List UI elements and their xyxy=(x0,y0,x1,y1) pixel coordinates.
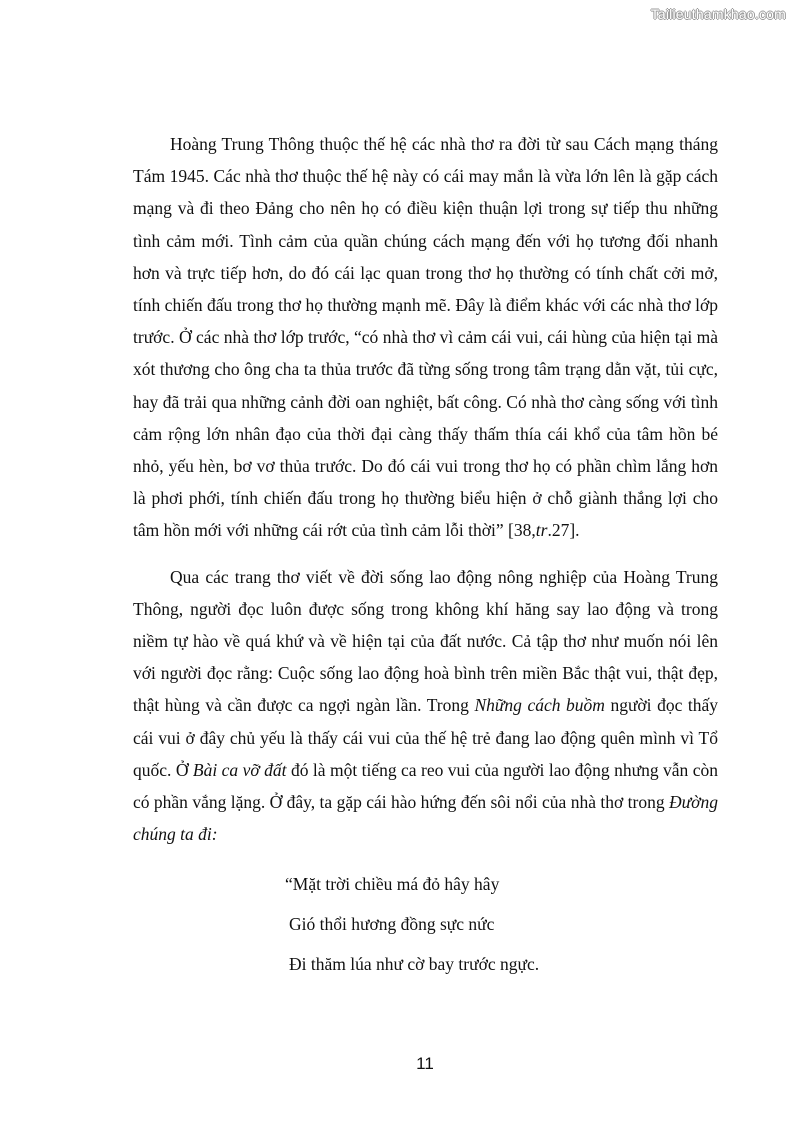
title-nhung-cach-buom: Những cách buồm xyxy=(474,695,605,716)
paragraph-2-text-a: Qua các trang thơ viết về đời sống lao động nông nghiệp của Hoàng Trung Thông, người đọc luôn được sống trong không khí hăng say lao động và trong niềm tự hào về quá khứ và về hiện tại của đất nước. Cả tập thơ như muốn nói lên với người đọc rằng: Cuộc sống lao động hoà bình trên miền Bắc thật vui, thật đẹp, thật hùng và cần được ca ngợi ngàn lần. Trong xyxy=(133,566,718,716)
paragraph-1-text: Hoàng Trung Thông thuộc thế hệ các nhà thơ ra đời từ sau Cách mạng tháng Tám 1945. Các nhà thơ thuộc thế hệ này có cái may mắn là vừa lớn lên là gặp cách mạng và đi theo Đảng cho nên họ có điều kiện thuận lợi trong sự tiếp thu những tình cảm mới. Tình cảm của quần chúng cách mạng đến với họ tương đối nhanh hơn và trực tiếp hơn, do đó cái lạc quan trong thơ họ thường có tính chất cởi mở, tính chiến đấu trong thơ họ thường mạnh mẽ. Đây là điểm khác với các nhà thơ lớp trước. Ở các nhà thơ lớp trước, “có nhà thơ vì cảm cái vui, cái hùng của hiện tại mà xót thương cho ông cha ta thủa trước đã từng sống trong tâm trạng dằn vặt, tủi cực, hay đã trải qua những cảnh đời oan nghiệt, bất công. Có nhà thơ càng sống với tình cảm rộng lớn nhân đạo của thời đại càng thấy thấm thía cái khổ của tâm hồn bé nhỏ, yếu hèn, bơ vơ thủa trước. Do đó cái vui trong thơ họ có phần chìm lắng hơn là phơi phới, tính chiến đấu trong họ thường biểu hiện ở chỗ giành thắng lợi cho tâm hồn mới với những cái rớt của tình cảm lỗi thời” [38, xyxy=(133,134,718,541)
poem-line-2: Gió thổi hương đồng sực nức xyxy=(289,914,495,935)
citation-page-number: .27]. xyxy=(547,520,580,541)
poem-quote xyxy=(285,864,718,984)
title-bai-ca-vo-dat: Bài ca vỡ đất xyxy=(192,759,287,780)
paragraph-2-text-b: người đọc thấy cái vui ở đây chủ yếu là thấy cái vui của thế hệ trẻ đang lao động quên mình vì Tổ quốc. Ở xyxy=(133,695,719,780)
paragraph-2 xyxy=(133,561,718,851)
paragraph-2-text-c: đó là một tiếng ca reo vui của người lao động nhưng vẫn còn có phần vắng lặng. Ở đây, ta gặp cái hào hứng đến sôi nổi của nhà thơ trong xyxy=(133,759,719,813)
title-duong-chung-ta-di: Đường chúng ta đi: xyxy=(133,792,718,845)
poem-line-3: Đi thăm lúa như cờ bay trước ngực. xyxy=(289,954,540,975)
citation-page-prefix: tr xyxy=(535,520,548,541)
watermark-text: Tailieuthamkhao.com xyxy=(650,6,786,22)
poem-line-1: “Mặt trời chiều má đỏ hây hây xyxy=(285,874,500,895)
document-body xyxy=(133,128,718,984)
paragraph-1 xyxy=(133,128,718,547)
page-number: 11 xyxy=(416,1054,434,1073)
